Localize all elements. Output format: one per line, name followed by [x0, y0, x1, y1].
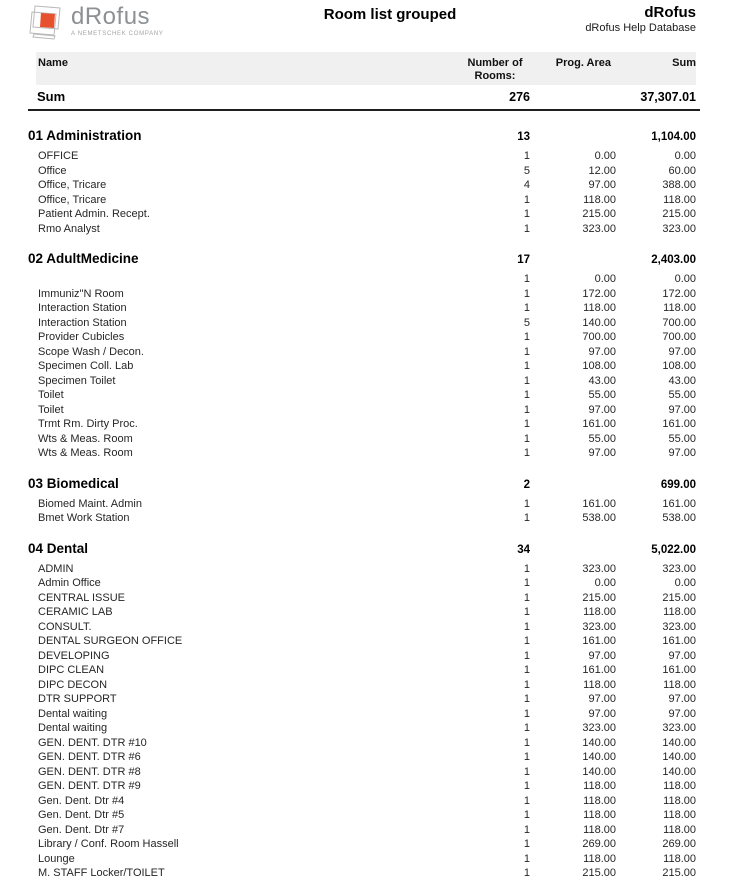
room-count: 1	[523, 512, 530, 524]
room-count: 1	[523, 208, 530, 220]
room-count: 1	[523, 562, 530, 575]
room-name: GEN. DENT. DTR #6	[38, 751, 141, 763]
room-count: 1	[523, 287, 530, 300]
room-sum: 323.00	[662, 222, 696, 235]
room-row	[28, 193, 700, 208]
room-name: Specimen Toilet	[38, 374, 116, 387]
room-prog-area: 12.00	[588, 164, 616, 177]
room-group	[28, 251, 700, 461]
grand-total-row	[28, 85, 700, 111]
logo-text	[71, 3, 164, 37]
room-count: 1	[523, 345, 530, 358]
room-name: Provider Cubicles	[38, 331, 125, 343]
room-name: DIPC CLEAN	[38, 664, 105, 676]
room-sum: 172.00	[662, 287, 696, 300]
room-prog-area: 161.00	[582, 635, 616, 647]
room-row	[28, 779, 700, 794]
room-row	[28, 707, 700, 722]
room-prog-area: 0.00	[594, 273, 616, 285]
room-count: 1	[523, 823, 530, 836]
room-count: 5	[523, 164, 530, 177]
report-title: Room list grouped	[323, 6, 457, 23]
room-row	[28, 345, 700, 360]
room-count: 1	[523, 678, 530, 691]
room-sum: 323.00	[662, 620, 696, 633]
room-count: 1	[523, 693, 530, 705]
room-name: CERAMIC LAB	[38, 606, 113, 618]
room-row	[28, 178, 700, 193]
room-prog-area: 97.00	[588, 649, 616, 662]
room-name: Admin Office	[38, 577, 101, 589]
room-sum: 161.00	[662, 418, 696, 430]
room-prog-area: 43.00	[588, 374, 616, 387]
room-name: OFFICE	[38, 150, 79, 162]
room-name	[38, 272, 460, 287]
header-right-block	[585, 4, 696, 35]
group-title: 04 Dental	[28, 540, 89, 556]
room-row	[28, 605, 700, 620]
room-sum: 97.00	[668, 649, 696, 662]
group-room-count: 2	[523, 478, 530, 491]
room-row	[28, 359, 700, 374]
room-row	[28, 316, 700, 331]
room-row	[28, 620, 700, 635]
room-sum: 0.00	[674, 273, 696, 285]
room-count: 1	[523, 867, 530, 879]
room-name: Scope Wash / Decon.	[38, 345, 144, 358]
room-prog-area: 118.00	[583, 852, 616, 865]
room-row	[28, 837, 700, 852]
drofus-logo	[28, 3, 164, 41]
room-list-table	[28, 52, 700, 884]
database-brand: dRofus	[644, 4, 696, 21]
room-name: ADMIN	[38, 562, 74, 575]
room-name: M. STAFF Locker/TOILET	[38, 867, 165, 879]
room-prog-area: 0.00	[594, 577, 616, 589]
room-row	[28, 562, 700, 577]
room-name: Library / Conf. Room Hassell	[38, 838, 179, 850]
room-prog-area: 97.00	[588, 403, 616, 416]
room-prog-area: 97.00	[588, 345, 616, 358]
group-room-count: 17	[517, 254, 530, 266]
room-count: 4	[523, 179, 530, 191]
room-count: 1	[523, 852, 530, 865]
room-prog-area: 118.00	[583, 678, 616, 691]
room-sum: 161.00	[662, 497, 696, 510]
room-name: CENTRAL ISSUE	[38, 591, 126, 604]
room-name: Dental waiting	[38, 722, 108, 734]
room-row	[28, 511, 700, 526]
room-count: 1	[523, 389, 530, 401]
room-prog-area: 118.00	[583, 794, 616, 807]
group-list	[28, 128, 700, 881]
room-prog-area: 140.00	[582, 316, 616, 329]
room-prog-area: 97.00	[588, 707, 616, 720]
room-name: Patient Admin. Recept.	[38, 208, 150, 220]
grand-total-rooms: 276	[509, 90, 530, 104]
room-name: Trmt Rm. Dirty Proc.	[38, 418, 138, 430]
room-prog-area: 323.00	[582, 222, 616, 235]
room-prog-area: 108.00	[582, 360, 616, 372]
room-prog-area: 97.00	[588, 447, 616, 459]
room-row	[28, 823, 700, 838]
group-sum: 5,022.00	[651, 543, 696, 556]
room-row	[28, 149, 700, 164]
room-count: 1	[523, 620, 530, 633]
room-count: 1	[523, 360, 530, 372]
room-prog-area: 161.00	[582, 497, 616, 510]
room-row	[28, 852, 700, 867]
room-sum: 55.00	[668, 389, 696, 401]
table-header	[36, 52, 696, 85]
group-sum: 699.00	[660, 478, 696, 491]
room-prog-area: 269.00	[582, 838, 616, 850]
room-prog-area: 140.00	[582, 765, 616, 778]
room-prog-area: 118.00	[583, 302, 616, 314]
logo-brand: dRofus	[71, 3, 151, 30]
room-prog-area: 323.00	[582, 562, 616, 575]
room-count: 1	[523, 447, 530, 459]
room-prog-area: 140.00	[582, 736, 616, 749]
col-header-rooms-line2: Rooms:	[474, 70, 516, 82]
room-row	[28, 432, 700, 447]
room-row	[28, 765, 700, 780]
room-prog-area: 118.00	[583, 780, 616, 792]
room-count: 1	[523, 591, 530, 604]
room-row	[28, 678, 700, 693]
room-name: Dental waiting	[38, 707, 108, 720]
room-sum: 388.00	[662, 179, 696, 191]
room-sum: 323.00	[662, 722, 696, 734]
group-title: 03 Biomedical	[28, 475, 119, 491]
room-name: Office, Tricare	[38, 179, 107, 191]
room-row	[28, 794, 700, 809]
room-prog-area: 215.00	[582, 867, 616, 879]
room-sum: 108.00	[662, 360, 696, 372]
room-name: Toilet	[38, 403, 64, 416]
room-count: 1	[523, 606, 530, 618]
room-name: Interaction Station	[38, 316, 127, 329]
room-row	[28, 222, 700, 237]
col-header-number-of-rooms	[460, 57, 530, 85]
room-row	[28, 287, 700, 302]
room-count: 1	[523, 794, 530, 807]
group-header-row	[28, 541, 700, 556]
room-name: Gen. Dent. Dtr #7	[38, 823, 125, 836]
room-prog-area: 161.00	[582, 418, 616, 430]
room-count: 1	[523, 635, 530, 647]
room-name: Bmet Work Station	[38, 512, 130, 524]
room-prog-area: 97.00	[588, 693, 616, 705]
room-row	[28, 576, 700, 591]
room-sum: 269.00	[662, 838, 696, 850]
room-prog-area: 55.00	[588, 389, 616, 401]
room-group	[28, 128, 700, 236]
room-count: 1	[523, 302, 530, 314]
room-sum: 700.00	[662, 316, 696, 329]
room-name: GEN. DENT. DTR #9	[38, 780, 141, 792]
room-sum: 118.00	[663, 852, 696, 865]
room-sum: 118.00	[663, 809, 696, 821]
room-name: Office, Tricare	[38, 193, 107, 206]
col-header-prog-area: Prog. Area	[555, 57, 611, 69]
room-prog-area: 215.00	[582, 591, 616, 604]
room-prog-area: 97.00	[588, 179, 616, 191]
col-header-rooms-line1: Number of	[467, 57, 523, 69]
database-name: dRofus Help Database	[585, 22, 696, 34]
room-count: 1	[523, 374, 530, 387]
room-sum: 140.00	[662, 765, 696, 778]
room-sum: 97.00	[668, 447, 696, 459]
room-sum: 161.00	[662, 664, 696, 676]
room-count: 5	[523, 316, 530, 329]
room-count: 1	[523, 418, 530, 430]
room-group	[28, 476, 700, 526]
room-row	[28, 750, 700, 765]
room-row	[28, 446, 700, 461]
room-prog-area: 118.00	[583, 606, 616, 618]
room-sum: 118.00	[663, 794, 696, 807]
room-name: Wts & Meas. Room	[38, 432, 133, 445]
room-row	[28, 721, 700, 736]
room-sum: 323.00	[662, 562, 696, 575]
room-count: 1	[523, 736, 530, 749]
group-sum: 2,403.00	[651, 254, 696, 266]
room-sum: 700.00	[662, 331, 696, 343]
room-row	[28, 591, 700, 606]
room-sum: 0.00	[674, 150, 696, 162]
room-prog-area: 118.00	[583, 809, 616, 821]
room-count: 1	[523, 150, 530, 162]
group-room-count: 34	[517, 543, 530, 556]
room-count: 1	[523, 765, 530, 778]
room-name: Wts & Meas. Room	[38, 447, 133, 459]
room-prog-area: 55.00	[588, 432, 616, 445]
room-row	[28, 207, 700, 222]
group-room-count: 13	[517, 131, 530, 143]
room-sum: 118.00	[663, 302, 696, 314]
room-sum: 60.00	[668, 164, 696, 177]
room-sum: 97.00	[668, 345, 696, 358]
room-row	[28, 388, 700, 403]
room-row	[28, 808, 700, 823]
room-sum: 161.00	[662, 635, 696, 647]
room-count: 1	[523, 577, 530, 589]
room-row	[28, 736, 700, 751]
room-prog-area: 323.00	[582, 722, 616, 734]
room-name: Specimen Coll. Lab	[38, 360, 134, 372]
room-sum: 118.00	[663, 678, 696, 691]
room-sum: 538.00	[662, 512, 696, 524]
room-row	[28, 272, 700, 287]
group-header-row	[28, 251, 700, 266]
room-row	[28, 403, 700, 418]
room-name: DTR SUPPORT	[38, 693, 117, 705]
room-prog-area: 538.00	[582, 512, 616, 524]
group-title: 02 AdultMedicine	[28, 251, 139, 266]
room-prog-area: 323.00	[582, 620, 616, 633]
room-sum: 55.00	[668, 432, 696, 445]
room-count: 1	[523, 403, 530, 416]
room-sum: 215.00	[662, 591, 696, 604]
room-row	[28, 374, 700, 389]
col-header-name: Name	[38, 57, 68, 69]
grand-total-label: Sum	[37, 89, 66, 104]
room-count: 1	[523, 751, 530, 763]
room-name: Gen. Dent. Dtr #5	[38, 809, 125, 821]
room-row	[28, 417, 700, 432]
room-name: Immuniz"N Room	[38, 287, 124, 300]
room-name: GEN. DENT. DTR #8	[38, 765, 141, 778]
room-sum: 140.00	[662, 751, 696, 763]
room-name: Lounge	[38, 852, 75, 865]
room-sum: 140.00	[662, 736, 696, 749]
room-prog-area: 118.00	[583, 193, 616, 206]
room-count: 1	[523, 649, 530, 662]
room-row	[28, 692, 700, 707]
group-header-row	[28, 476, 700, 491]
room-sum: 118.00	[663, 606, 696, 618]
room-name: CONSULT.	[38, 620, 92, 633]
room-sum: 97.00	[668, 707, 696, 720]
room-name: GEN. DENT. DTR #10	[38, 736, 147, 749]
room-sum: 215.00	[662, 208, 696, 220]
room-count: 1	[523, 664, 530, 676]
room-prog-area: 118.00	[583, 823, 616, 836]
room-prog-area: 172.00	[582, 287, 616, 300]
room-sum: 215.00	[662, 867, 696, 879]
room-count: 1	[523, 809, 530, 821]
room-prog-area: 140.00	[582, 751, 616, 763]
col-header-sum: Sum	[672, 57, 696, 69]
room-count: 1	[523, 222, 530, 235]
room-sum: 43.00	[668, 374, 696, 387]
room-prog-area: 700.00	[582, 331, 616, 343]
room-count: 1	[523, 497, 530, 510]
room-row	[28, 301, 700, 316]
room-sum: 97.00	[668, 403, 696, 416]
room-name: Office	[38, 164, 67, 177]
room-row	[28, 649, 700, 664]
room-prog-area: 0.00	[594, 150, 616, 162]
room-sum: 97.00	[668, 693, 696, 705]
room-row	[28, 164, 700, 179]
grand-total-sum: 37,307.01	[640, 90, 696, 104]
room-count: 1	[523, 273, 530, 285]
report-header	[0, 0, 732, 46]
room-name: DIPC DECON	[38, 678, 108, 691]
room-count: 1	[523, 432, 530, 445]
room-count: 1	[523, 193, 530, 206]
logo-tagline: A NEMETSCHEK COMPANY	[71, 31, 164, 37]
room-count: 1	[523, 780, 530, 792]
room-group	[28, 541, 700, 881]
room-sum: 0.00	[674, 577, 696, 589]
room-name: DENTAL SURGEON OFFICE	[38, 635, 183, 647]
group-sum: 1,104.00	[651, 131, 696, 143]
room-prog-area: 215.00	[582, 208, 616, 220]
room-row	[28, 497, 700, 512]
room-row	[28, 663, 700, 678]
room-name: Toilet	[38, 389, 64, 401]
room-count: 1	[523, 838, 530, 850]
room-name: Interaction Station	[38, 302, 127, 314]
drofus-box-icon	[28, 3, 66, 41]
room-count: 1	[523, 707, 530, 720]
room-count: 1	[523, 331, 530, 343]
room-count: 1	[523, 722, 530, 734]
room-name: Rmo Analyst	[38, 222, 100, 235]
room-name: Gen. Dent. Dtr #4	[38, 794, 125, 807]
group-title: 01 Administration	[28, 128, 142, 143]
room-row	[28, 330, 700, 345]
room-sum: 118.00	[663, 823, 696, 836]
room-row	[28, 866, 700, 881]
room-name: Biomed Maint. Admin	[38, 497, 142, 510]
room-sum: 118.00	[663, 780, 696, 792]
room-name: DEVELOPING	[38, 649, 110, 662]
group-header-row	[28, 128, 700, 143]
room-prog-area: 161.00	[582, 664, 616, 676]
room-sum: 118.00	[663, 193, 696, 206]
room-row	[28, 634, 700, 649]
